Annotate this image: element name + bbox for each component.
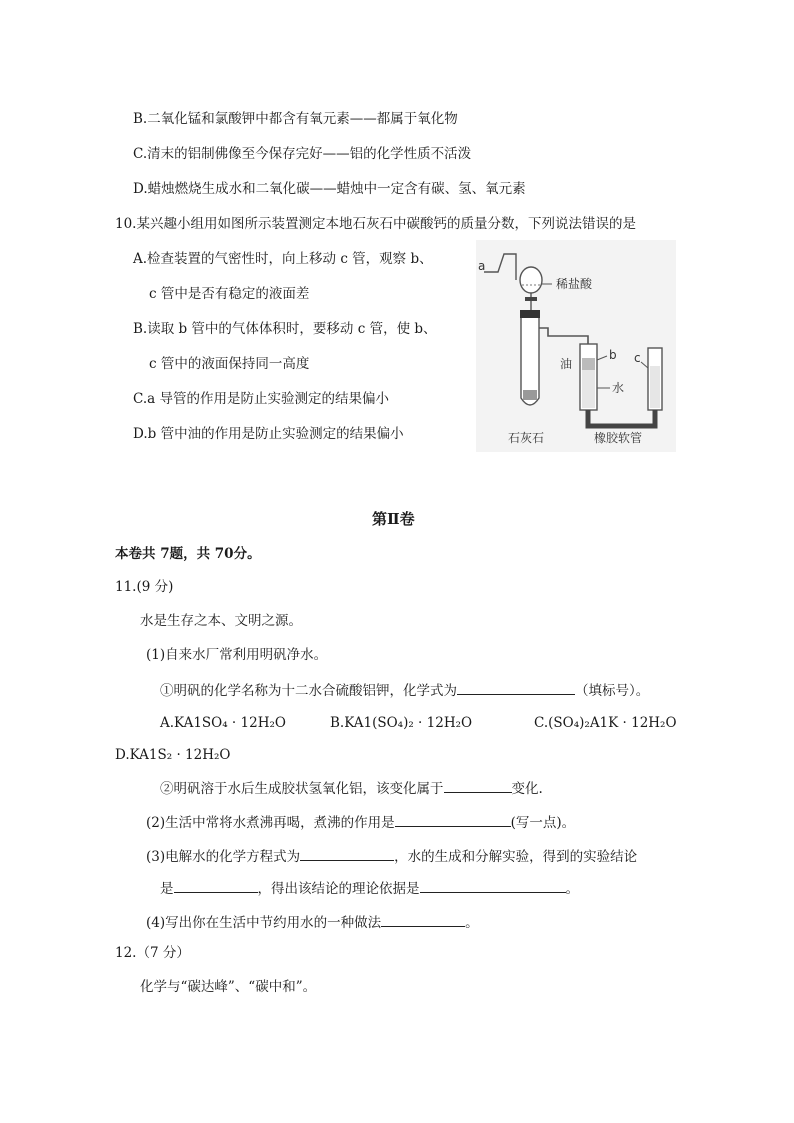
answer-blank-conclusion[interactable] [174, 878, 258, 893]
q9-option-b: B.二氧化锰和氯酸钾中都含有氧元素——都属于氧化物 [133, 111, 458, 127]
q11-part3-line2: 是 ，得出该结论的理论依据是 。 [160, 878, 579, 898]
label-rubber-tube: 橡胶软管 [594, 431, 643, 445]
oil-layer [582, 358, 595, 370]
q10-option-c: C.a 导管的作用是防止实验测定的结果偏小 [133, 391, 389, 407]
section-intro: 本卷共 7题，共 70分。 [115, 546, 261, 562]
limestone-pieces [523, 390, 537, 400]
q11-part2: (2)生活中常将水煮沸再喝，煮沸的作用是 (写一点)。 [146, 812, 575, 832]
answer-blank-basis[interactable] [420, 878, 566, 893]
label-oil: 油 [560, 357, 573, 371]
q11-option-b: B.KA1(SO₄)₂ · 12H₂O [330, 715, 473, 731]
q11-part1-i: ①明矾的化学名称为十二水合硫酸铝钾，化学式为 （填标号）。 [160, 680, 649, 700]
answer-blank-change[interactable] [444, 778, 512, 793]
stopcock [525, 297, 537, 301]
q10-option-b-line1: B.读取 b 管中的气体体积时，要移动 c 管，使 b、 [133, 321, 437, 337]
q10-option-d: D.b 管中油的作用是防止实验测定的结果偏小 [133, 426, 404, 442]
q11-option-a: A.KA1SO₄ · 12H₂O [160, 715, 286, 731]
section-title: 第Ⅱ卷 [372, 510, 415, 528]
q11-part1: (1)自来水厂常利用明矾净水。 [146, 647, 328, 663]
q11-part3: (3)电解水的化学方程式为 ，水的生成和分解实验，得到的实验结论 [146, 846, 637, 866]
q10-stem: 10.某兴趣小组用如图所示装置测定本地石灰石中碳酸钙的质量分数，下列说法错误的是 [115, 216, 636, 232]
q11-part4: (4)写出你在生活中节约用水的一种做法 。 [146, 912, 479, 932]
q11-option-c: C.(SO₄)₂A1K · 12H₂O [534, 715, 677, 731]
q12-heading: 12.（7 分） [115, 945, 190, 961]
q11-heading: 11.(9 分) [115, 579, 174, 595]
stopper [520, 310, 540, 318]
answer-blank-saving[interactable] [381, 912, 465, 927]
q10-option-a-line1: A.检查装置的气密性时，向上移动 c 管，观察 b、 [133, 251, 433, 267]
q10-option-b-line2: c 管中的液面保持同一高度 [149, 356, 310, 372]
answer-blank-boiling[interactable] [395, 812, 511, 827]
q11-option-d: D.KA1S₂ · 12H₂O [115, 747, 231, 763]
q11-part1-ii: ②明矾溶于水后生成胶状氢氧化铝，该变化属于 变化. [160, 778, 543, 798]
label-b: b [609, 348, 617, 362]
label-c: c [634, 351, 641, 365]
answer-blank-formula[interactable] [457, 680, 575, 695]
answer-blank-equation[interactable] [300, 846, 394, 861]
label-acid: 稀盐酸 [556, 277, 593, 291]
q12-lead: 化学与“碳达峰”、“碳中和”。 [140, 979, 317, 995]
q10-option-a-line2: c 管中是否有稳定的液面差 [149, 286, 310, 302]
q11-lead: 水是生存之本、文明之源。 [140, 613, 302, 629]
apparatus-figure [476, 240, 676, 452]
label-a: a [478, 259, 486, 273]
label-limestone: 石灰石 [508, 431, 545, 445]
q9-option-d: D.蜡烛燃烧生成水和二氧化碳——蜡烛中一定含有碳、氢、氧元素 [133, 181, 526, 197]
q9-option-c: C.清末的铝制佛像至今保存完好——铝的化学性质不活泼 [133, 146, 472, 162]
apparatus-diagram [476, 240, 676, 452]
figure-background [476, 240, 676, 452]
funnel-bulb [520, 267, 542, 293]
label-water: 水 [612, 381, 625, 395]
